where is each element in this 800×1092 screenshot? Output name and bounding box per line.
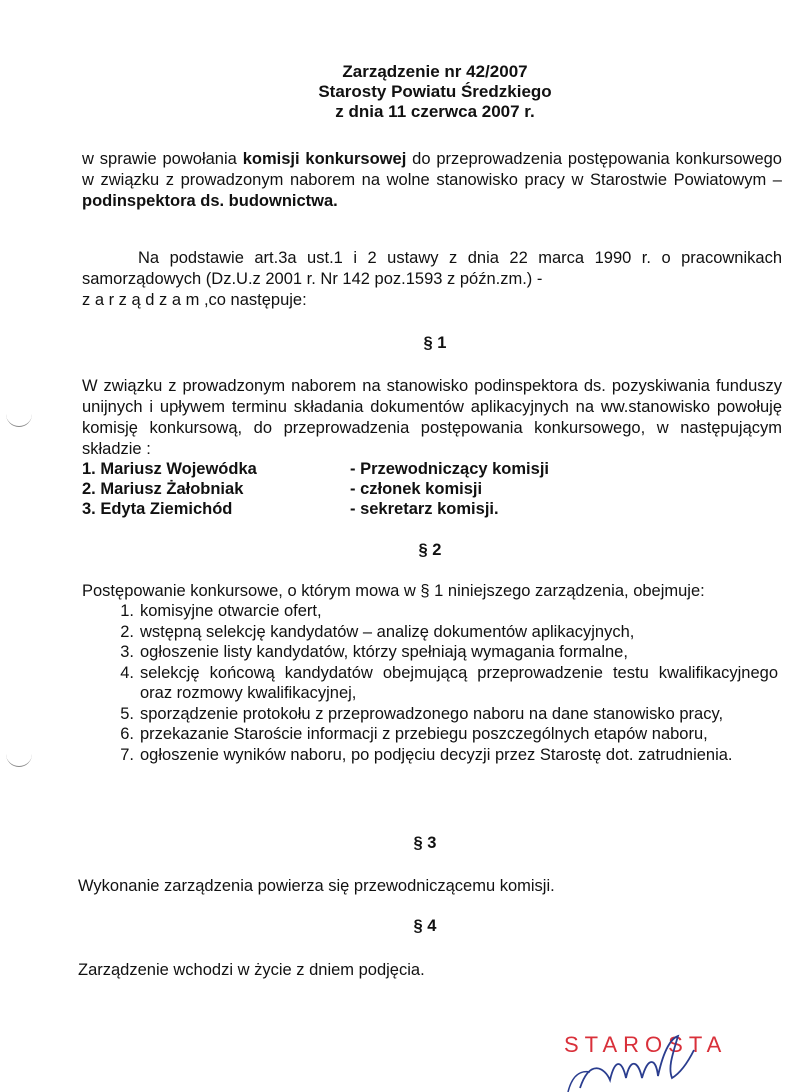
decree-statement: z a r z ą d z a m ,co następuje: — [82, 291, 307, 309]
member-name: 3. Edyta Ziemichód — [82, 500, 233, 518]
stamp-label: STAROSTA — [564, 1032, 728, 1057]
subject-bold-2: podinspektora ds. budownictwa. — [82, 192, 338, 210]
member-name: 2. Mariusz Żałobniak — [82, 480, 244, 498]
member-role: - sekretarz komisji. — [350, 500, 499, 518]
member-name: 1. Mariusz Wojewódka — [82, 460, 257, 478]
subject-text-1: w sprawie powołania — [82, 150, 243, 168]
commission-members — [82, 459, 549, 519]
section-2-intro: Postępowanie konkursowe, o którym mowa w § 1 niniejszego zarządzenia, obejmuje: — [82, 582, 705, 600]
member-row — [82, 479, 549, 499]
list-item — [84, 663, 778, 704]
starosta-stamp — [560, 1028, 760, 1092]
document-header — [0, 62, 800, 122]
member-row — [82, 459, 549, 479]
step-text: ogłoszenie wyników naboru, po podjęciu decyzji przez Starostę dot. zatrudnienia. — [140, 745, 733, 764]
list-item — [84, 601, 778, 622]
procedure-steps — [84, 601, 778, 765]
section-1-heading: § 1 — [423, 334, 447, 352]
section-4-heading: § 4 — [413, 917, 437, 935]
section-1-text: W związku z prowadzonym naborem na stanowisko podinspektora ds. pozyskiwania funduszy unijnych i upływem terminu składania dokumentów aplikacyjnych na ww.stanowisko powołuję komisję konkursową, do przeprowadzenia postępowania konkursowego, w następującym składzie : — [82, 377, 782, 458]
step-number: 1. — [120, 602, 134, 620]
list-item — [84, 724, 778, 745]
member-row — [82, 499, 549, 519]
step-text: przekazanie Staroście informacji z przebiegu poszczególnych etapów naboru, — [140, 725, 708, 743]
decree-number: Zarządzenie nr 42/2007 — [342, 62, 528, 81]
step-number: 4. — [120, 663, 134, 682]
member-role: - Przewodniczący komisji — [350, 460, 549, 478]
section-4-text: Zarządzenie wchodzi w życie z dniem podjęcia. — [78, 961, 425, 979]
step-number: 6. — [120, 725, 134, 743]
issuer: Starosty Powiatu Średzkiego — [318, 82, 552, 101]
subject-bold-1: komisji konkursowej — [242, 150, 407, 168]
section-3-heading: § 3 — [413, 834, 437, 852]
member-role: - członek komisji — [350, 480, 483, 498]
subject-text-2: do przeprowadzenia postępowania konkursowego w związku z prowadzonym naborem na wolne stanowisko pracy w Starostwie Powiatowym – — [82, 150, 782, 189]
list-item — [84, 704, 778, 725]
subject-paragraph — [82, 149, 782, 212]
scan-artifact — [6, 412, 32, 427]
legal-basis: Na podstawie art.3a ust.1 i 2 ustawy z dnia 22 marca 1990 r. o pracownikach samorządowych (Dz.U.z 2001 r. Nr 142 poz.1593 z późn.zm.) - — [82, 249, 782, 288]
section-3-text: Wykonanie zarządzenia powierza się przewodniczącemu komisji. — [78, 877, 555, 895]
section-2-heading: § 2 — [418, 541, 442, 559]
step-text: selekcję końcową kandydatów obejmującą przeprowadzenie testu kwalifikacyjnego oraz rozmowy kwalifikacyjnej, — [140, 663, 778, 702]
list-item — [84, 642, 778, 663]
step-number: 5. — [120, 704, 134, 723]
step-number: 2. — [120, 622, 134, 641]
step-text: komisyjne otwarcie ofert, — [140, 602, 322, 620]
step-number: 3. — [120, 643, 134, 661]
step-text: wstępną selekcję kandydatów – analizę dokumentów aplikacyjnych, — [140, 622, 635, 641]
list-item — [84, 745, 778, 766]
list-item — [84, 622, 778, 643]
step-number: 7. — [120, 745, 134, 764]
decree-date: z dnia 11 czerwca 2007 r. — [335, 102, 535, 121]
scan-artifact — [6, 752, 32, 767]
step-text: ogłoszenie listy kandydatów, którzy spełniają wymagania formalne, — [140, 643, 628, 661]
step-text: sporządzenie protokołu z przeprowadzonego naboru na dane stanowisko pracy, — [140, 704, 724, 723]
